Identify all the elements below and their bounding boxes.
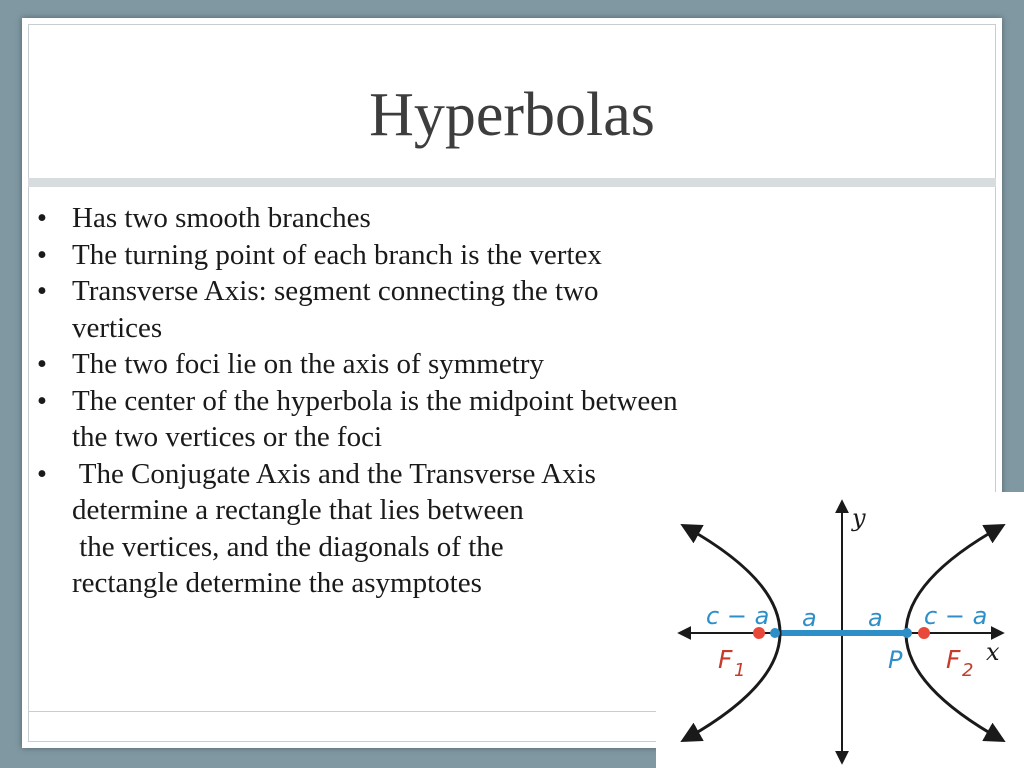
- bullet-item: [32, 383, 932, 456]
- bullet-text: the vertices, and the diagonals of the: [72, 530, 504, 563]
- bullet-marker: •: [36, 457, 48, 490]
- bullet-text: The Conjugate Axis and the Transverse Axis: [72, 457, 596, 490]
- bullet-marker: •: [36, 238, 48, 271]
- bullet-text: Transverse Axis: segment connecting the two: [72, 275, 599, 307]
- focus-left-subscript: 1: [734, 660, 746, 681]
- a-left-label: a: [802, 604, 817, 632]
- bullet-item: [32, 237, 932, 274]
- bullet-text: rectangle determine the asymptotes: [72, 567, 482, 599]
- bullet-marker: •: [36, 348, 48, 380]
- vertex-left-point: [770, 628, 780, 638]
- bullet-item: [32, 273, 932, 346]
- bullet-marker: •: [36, 384, 48, 417]
- bullet-text: vertices: [72, 311, 163, 344]
- bullet-marker: •: [36, 275, 48, 307]
- bullet-text: The turning point of each branch is the vertex: [72, 238, 602, 271]
- focus-left-label: F: [718, 645, 733, 674]
- bullet-text: determine a rectangle that lies between: [72, 494, 524, 526]
- y-axis-label: y: [852, 504, 866, 532]
- bullet-text: Has two smooth branches: [72, 202, 371, 234]
- bullet-item: [32, 200, 932, 237]
- bullet-text: The two foci lie on the axis of symmetry: [72, 348, 544, 380]
- a-right-label: a: [868, 604, 883, 632]
- bullet-item: [32, 346, 932, 383]
- vertex-p-label: P: [888, 646, 903, 674]
- title-divider: [28, 178, 996, 187]
- focus-right-label: F: [946, 645, 961, 674]
- slide-title: Hyperbolas: [369, 81, 655, 149]
- bullet-text: The center of the hyperbola is the midpoint between: [72, 384, 678, 417]
- bullet-marker: •: [36, 202, 48, 234]
- focus-right-subscript: 2: [962, 660, 974, 681]
- x-axis-label: x: [986, 638, 1000, 666]
- hyperbola-svg: [656, 492, 1024, 768]
- c-minus-a-right-label: c − a: [924, 602, 988, 630]
- bullet-text: the two vertices or the foci: [72, 421, 383, 453]
- vertex-right-point: [902, 628, 912, 638]
- c-minus-a-left-label: c − a: [706, 602, 770, 630]
- hyperbola-diagram: [656, 492, 1024, 768]
